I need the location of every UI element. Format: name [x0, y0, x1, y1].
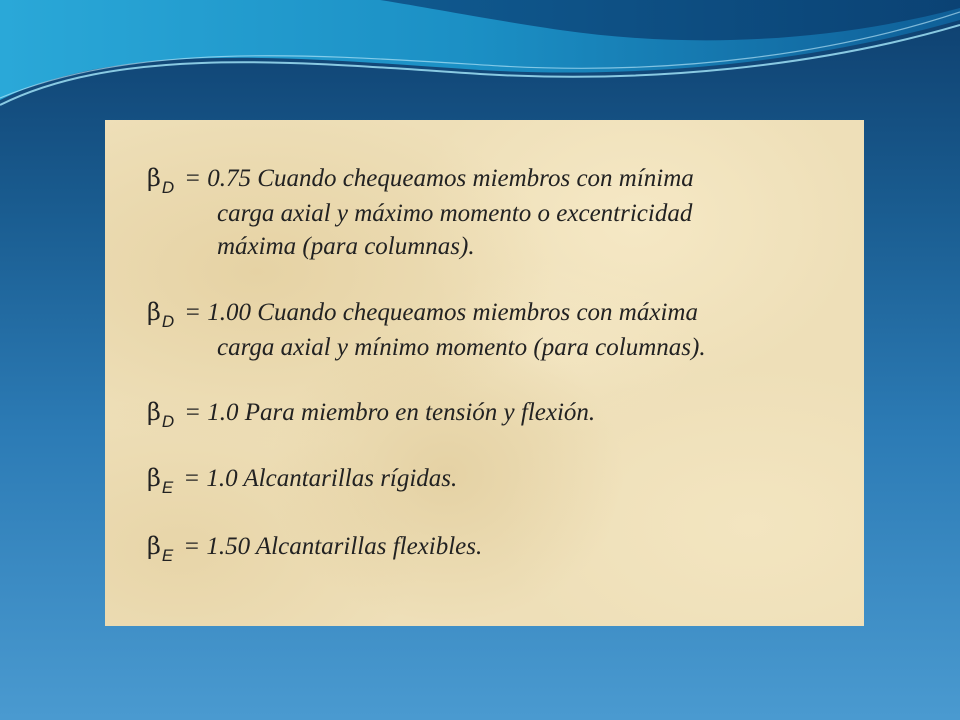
beta-e-entry-flexible: [147, 530, 482, 565]
beta-symbol: β: [147, 532, 161, 560]
content-card: [105, 120, 864, 626]
beta-subscript: D: [161, 312, 175, 331]
beta-d-entry-075: [147, 162, 694, 263]
entry-line: = 1.50 Alcantarillas flexibles.: [183, 533, 483, 560]
beta-e-entry-rigid: [147, 462, 457, 497]
entry-line: = 0.75 Cuando chequeamos miembros con mínima: [184, 165, 694, 192]
entry-line: = 1.0 Para miembro en tensión y flexión.: [184, 399, 596, 426]
wave-header-decoration: [0, 0, 960, 120]
entry-line: = 1.0 Alcantarillas rígidas.: [183, 465, 458, 492]
beta-subscript: E: [161, 478, 174, 497]
beta-symbol: β: [147, 398, 161, 426]
entry-line: carga axial y mínimo momento (para columnas).: [217, 334, 706, 361]
entry-line: = 1.00 Cuando chequeamos miembros con máxima: [184, 299, 698, 326]
beta-symbol: β: [147, 464, 161, 492]
beta-symbol: β: [147, 164, 161, 192]
entry-line: máxima (para columnas).: [217, 233, 475, 260]
beta-subscript: E: [161, 546, 174, 565]
beta-subscript: D: [161, 178, 175, 197]
beta-d-entry-100: [147, 296, 706, 364]
beta-symbol: β: [147, 298, 161, 326]
entry-line: carga axial y máximo momento o excentricidad: [217, 200, 693, 227]
beta-subscript: D: [161, 412, 175, 431]
beta-d-entry-tension: [147, 396, 595, 431]
